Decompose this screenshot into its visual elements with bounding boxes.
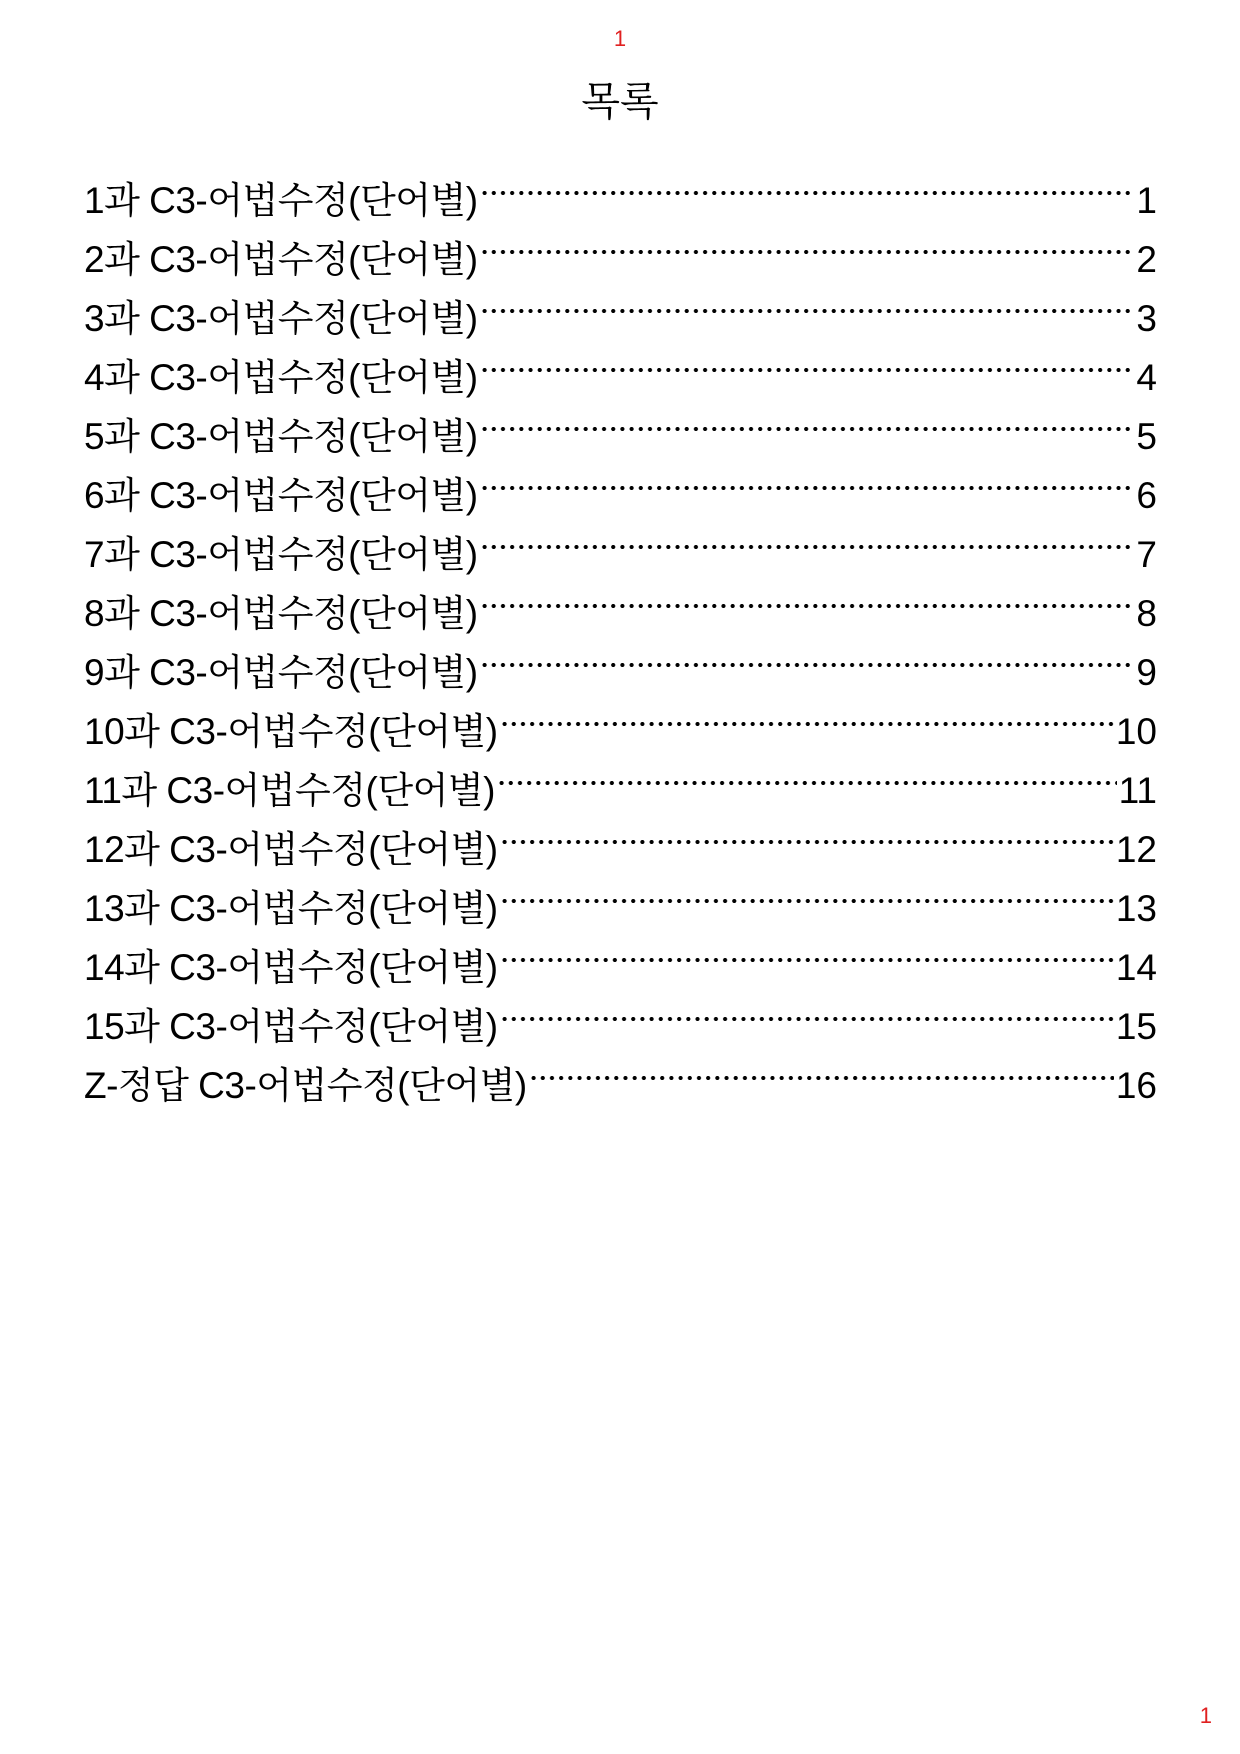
dot-leader: [500, 898, 1114, 904]
toc-entry[interactable]: [84, 171, 1157, 230]
toc-entry-page-number: 15: [1115, 1006, 1157, 1047]
dot-leader: [500, 957, 1114, 963]
toc-entry-label: 12과 C3-어법수정(단어별): [84, 829, 498, 870]
toc-entry-page-number: 16: [1115, 1065, 1157, 1106]
toc-entry-label: Z-정답 C3-어법수정(단어별): [84, 1065, 527, 1106]
toc-entry-label: 7과 C3-어법수정(단어별): [84, 534, 478, 575]
toc-entry[interactable]: [84, 289, 1157, 348]
toc-entry-page-number: 5: [1136, 416, 1157, 457]
dot-leader: [480, 544, 1135, 550]
toc-entry-label: 6과 C3-어법수정(단어별): [84, 475, 478, 516]
toc-entry-page-number: 2: [1136, 239, 1157, 280]
header-page-number: 1: [613, 26, 627, 51]
toc-entry-label: 3과 C3-어법수정(단어별): [84, 298, 478, 339]
toc-entry[interactable]: [84, 230, 1157, 289]
toc-entry-page-number: 13: [1115, 888, 1157, 929]
toc-entry[interactable]: [84, 643, 1157, 702]
dot-leader: [480, 367, 1135, 373]
toc-entry-label: 5과 C3-어법수정(단어별): [84, 416, 478, 457]
toc-entry[interactable]: [84, 820, 1157, 879]
dot-leader: [480, 249, 1135, 255]
footer-page-number: 1: [1199, 1703, 1212, 1728]
toc-title: 목록: [581, 79, 659, 125]
toc-entry-label: 2과 C3-어법수정(단어별): [84, 239, 478, 280]
toc-entry-label: 9과 C3-어법수정(단어별): [84, 652, 478, 693]
toc-entry[interactable]: [84, 466, 1157, 525]
toc-entry-page-number: 7: [1136, 534, 1157, 575]
toc-entry-page-number: 11: [1118, 770, 1157, 811]
toc-entry[interactable]: [84, 997, 1157, 1056]
dot-leader: [480, 190, 1135, 196]
dot-leader: [500, 839, 1114, 845]
toc-entry-page-number: 14: [1115, 947, 1157, 988]
toc-list: [84, 171, 1157, 1115]
toc-entry-page-number: 6: [1136, 475, 1157, 516]
toc-entry-label: 11과 C3-어법수정(단어별): [84, 770, 495, 811]
dot-leader: [480, 603, 1135, 609]
toc-entry-label: 8과 C3-어법수정(단어별): [84, 593, 478, 634]
toc-entry-page-number: 10: [1115, 711, 1157, 752]
toc-entry-label: 15과 C3-어법수정(단어별): [84, 1006, 498, 1047]
toc-entry-page-number: 12: [1115, 829, 1157, 870]
toc-entry-page-number: 4: [1136, 357, 1157, 398]
toc-entry-label: 14과 C3-어법수정(단어별): [84, 947, 498, 988]
dot-leader: [480, 426, 1135, 432]
dot-leader: [480, 662, 1135, 668]
toc-entry-label: 1과 C3-어법수정(단어별): [84, 180, 478, 221]
toc-entry[interactable]: [84, 879, 1157, 938]
toc-entry-page-number: 1: [1136, 180, 1157, 221]
dot-leader: [497, 780, 1117, 786]
dot-leader: [529, 1075, 1114, 1081]
toc-entry[interactable]: [84, 584, 1157, 643]
toc-entry-page-number: 8: [1136, 593, 1157, 634]
toc-entry-page-number: 9: [1136, 652, 1157, 693]
toc-entry[interactable]: [84, 525, 1157, 584]
toc-entry[interactable]: [84, 407, 1157, 466]
dot-leader: [480, 308, 1135, 314]
dot-leader: [500, 721, 1114, 727]
dot-leader: [480, 485, 1135, 491]
toc-entry-label: 4과 C3-어법수정(단어별): [84, 357, 478, 398]
toc-entry-label: 10과 C3-어법수정(단어별): [84, 711, 498, 752]
toc-entry-page-number: 3: [1136, 298, 1157, 339]
toc-entry-label: 13과 C3-어법수정(단어별): [84, 888, 498, 929]
toc-entry[interactable]: [84, 348, 1157, 407]
dot-leader: [500, 1016, 1114, 1022]
toc-entry[interactable]: [84, 761, 1157, 820]
toc-entry[interactable]: [84, 1056, 1157, 1115]
toc-entry[interactable]: [84, 938, 1157, 997]
toc-entry[interactable]: [84, 702, 1157, 761]
